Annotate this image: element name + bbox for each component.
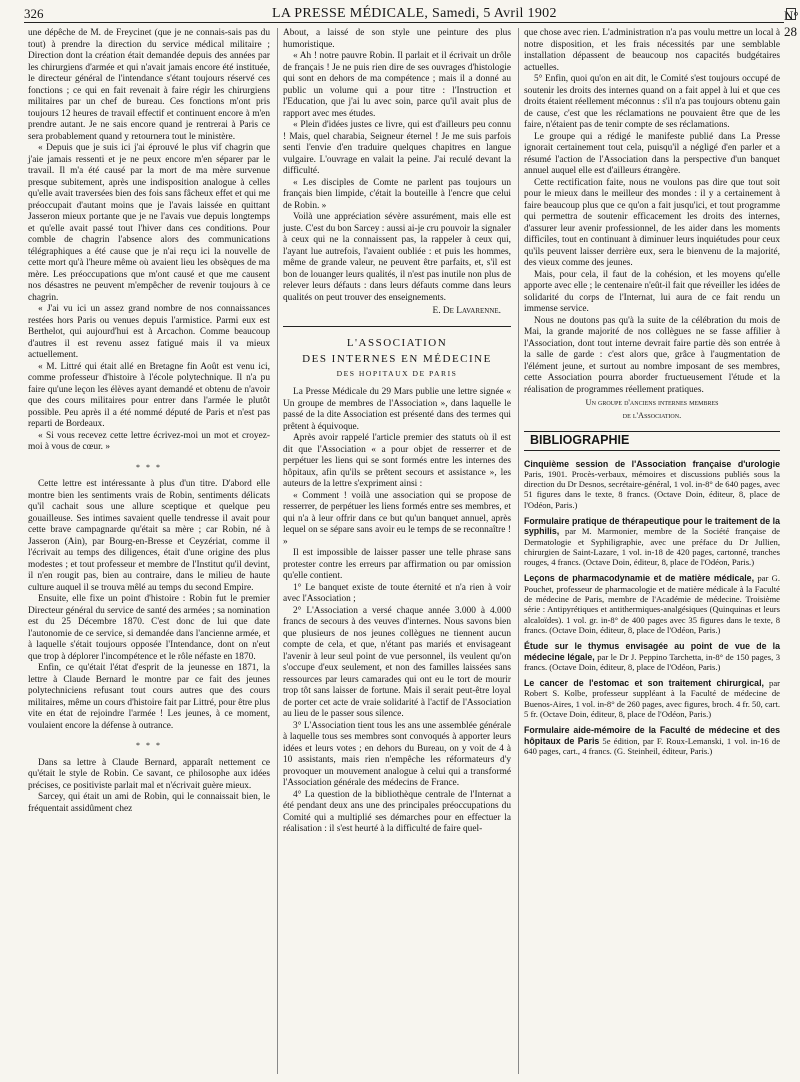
paragraph: Enfin, ce qu'était l'état d'esprit de la jeunesse en 1871, la lettre à Claude Bernard le montre par ce fait des jeunes polytechniciens refusant tout cours autres que des cours militaires, même un cours d'histoire fait par Littré, pour être plus vite en état de rejoindre l'armée ! Les jeunes, à ce moment, voulaient encore la défense à outrance.: [28, 663, 270, 731]
entry-details: par le Dr J. Peppino Tarchetta, in-8° de 150 pages, 3 francs. (Octave Doin, éditeur, 8, place de l'Odéon, Paris.): [524, 651, 780, 672]
entry-title: Le cancer de l'estomac et son traitement chirurgical,: [524, 678, 764, 689]
paragraph: 2° L'Association a versé chaque année 3.000 à 4.000 francs de secours à des veuves d'internes. Nous savons bien que plusieurs de nos jeunes collègues ne tiennent aucun compte de cela, et que, n'étant pas mariés et envisageant l'avenir à leur seul point de vue personnel, ils veulent qu'on s'occupe d'eux seulement, et non des familles laissées sans ressources par leurs camarades qui ont eu le tort de mourir trop tôt sans laisser de fortune. Mais il serait peut-être loyal de porter cet acte de vraie solidarité à l'actif de l'Association au lieu de le passer sous silence.: [283, 605, 511, 719]
paragraph: « Comment ! voilà une association qui se propose de resserrer, de perpétuer les liens formés entre ses membres, et qui n'a à leur offrir dans ce but qu'un banquet annuel, après lequel on se sépare sans avoir eu le temps de se reconnaître ! »: [283, 490, 511, 547]
bibliography-entry: [524, 516, 780, 567]
page-mark-icon: [786, 8, 796, 20]
masthead-title: LA PRESSE MÉDICALE, Samedi, 5 Avril 1902: [272, 6, 557, 21]
entry-title: Étude sur le thymus envisagée au point de vue de la médecine légale,: [524, 641, 780, 662]
header-rule: [24, 22, 784, 23]
paragraph: Voilà une appréciation sévère assurément, mais elle est juste. C'est du bon Sarcey : aussi ai-je cru pouvoir la signaler à ceux qui ne la connaissent pas, la rappeler à ceux qui, l'ayant lue autrefois, l'avaient oubliée : et puis les hommes, même de grande valeur, ne peuvent être parfaits, et, s'il est bon de louanger leurs qualités, il n'est pas inutile non plus de relever leurs défauts : dans leurs défauts comme dans leurs qualités on peut trouver des enseignements.: [283, 212, 511, 303]
entry-details: Paris, 1901. Procès-verbaux, mémoires et discussions publiés sous la direction du Dr Desnos, secrétaire-général, 1 vol. in-8° de 640 pages, avec 51 figures dans le texte, 8 francs. (Octave Doin, éditeur, 8, place de l'Odéon, Paris.): [524, 468, 780, 510]
paragraph: Sarcey, qui était un ami de Robin, qui le connaissait bien, le fréquentait assidûment chez: [28, 792, 270, 814]
section-separator: * * *: [136, 741, 162, 750]
column-3: [524, 28, 780, 762]
paragraph: Le groupe qui a rédigé le manifeste publié dans La Presse ignorait certainement tout cela, puisqu'il a négligé d'en parler et a résumé l'action de l'Association dans la perspective d'un banquet annuel auquel elle est d'ailleurs étrangère.: [524, 131, 780, 176]
paragraph: 1° Le banquet existe de toute éternité et n'a rien à voir avec l'Association ;: [283, 582, 511, 604]
bibliography-entry: [524, 641, 780, 672]
entry-details: par Robert S. Kolbe, professeur suppléant à la Faculté de médecine de Buenos-Aires, 1 vol. in-8° de 260 pages, avec figures, broch. 4 fr. 50, cart. 5 fr. (Octave Doin, éditeur, 8, place de l'Odéon, Paris.): [524, 678, 780, 720]
paragraph: Cette lettre est intéressante à plus d'un titre. D'abord elle montre bien les sentiments vrais de Robin, sentiments délicats qu'il cachait sous une allure sceptique et quelque peu gouailleuse. Ses intimes savaient quelle tendresse il avait pour cette brave campagnarde qu'était sa mère ; car Robin, né à Jasseron (Ain), par Bourg-en-Bresse et Ceyzériat, comme il l'écrivait au temps des diligences, était d'une origine des plus modestes ; et tout professeur et membre de l'Institut qu'il devint, il n'en rougit pas, bien au contraire, dans le milieu de haute culture auquel il se trouva mêlé au temps du second Empire.: [28, 479, 270, 593]
entry-title: Formulaire aide-mémoire de la Faculté de médecine et des hôpitaux de Paris: [524, 725, 780, 746]
bibliography-entry: [524, 459, 780, 510]
paragraph: « M. Littré qui était allé en Bretagne fin Août est venu ici, comme professeur d'histoire à l'école polytechnique. Il n'a pu faire qu'une leçon les élèves ayant demandé et obtenu de n'avoir que des cours militaires pour entrer dans l'armée le plutôt possible. Peu après il a été nommé député de Paris et n'est pas reparti de Bordeaux.: [28, 361, 270, 429]
page-number: 326: [24, 6, 44, 21]
column-divider: [277, 28, 278, 1074]
paragraph: La Presse Médicale du 29 Mars publie une lettre signée « Un groupe de membres de l'Association », dans laquelle le passé de la dite Association est présenté dans des termes qui prêtent à équivoque.: [283, 387, 511, 432]
paragraph: que chose avec rien. L'administration n'a pas voulu mettre un local à notre disposition, et les frais nécessités par une semblable installation dépassent de beaucoup nos capacités budgétaires actuelles.: [524, 28, 780, 73]
paragraph: 3° L'Association tient tous les ans une assemblée générale à laquelle tous ses membres sont convoqués à apporter leurs idées et leurs votes ; en dehors du Bureau, on y voit de 4 à 10 assistants, mais rien n'empêche les réformateurs d'y provoquer un mouvement analogue à celui qui a transformé l'Association générale des médecins de France.: [283, 720, 511, 788]
group-signature: Un groupe d'anciens internes membres: [585, 398, 719, 407]
bibliography-heading: BIBLIOGRAPHIE: [524, 431, 780, 451]
paragraph: « Si vous recevez cette lettre écrivez-moi un mot et croyez-moi à vous de cœur. »: [28, 430, 270, 452]
paragraph: « Les disciples de Comte ne parlent pas toujours un français bien limpide, c'était la bouteille à l'encre que celui de Robin. »: [283, 177, 511, 211]
section-rule: [283, 326, 511, 327]
bibliography-entry: [524, 573, 780, 635]
column-1: [28, 28, 270, 815]
section-title: DES INTERNES EN MÉDECINE: [302, 352, 492, 365]
bibliography-entry: [524, 725, 780, 756]
column-2: [283, 28, 511, 836]
entry-details: par M. Marmonier, membre de la Société française de Dermatologie et Syphiligraphie, avec une préface du Dr Jullien, chirurgien de Saint-Lazare, 1 vol. in-18 de 420 pages, cartonné, tranches rouges, 4 francs. (Octave Doin, éditeur, 8, place de l'Odéon, Paris.): [524, 526, 780, 568]
paragraph: « Plein d'idées justes ce livre, qui est d'ailleurs peu connu ! Mais, quel charabia, Seigneur éternel ! Je me suis parfois senti l'envie d'en traduire quelques chapitres en langue vulgaire. L'ouvrage en valait la peine. J'ai reculé devant la difficulté.: [283, 120, 511, 176]
entry-details: 5e édition, par F. Roux-Lemanski, 1 vol. in-16 de 640 pages, cart., 4 francs. (G. Steinheil, éditeur, Paris.): [524, 735, 781, 756]
paragraph: Après avoir rappelé l'article premier des statuts où il est dit que l'Association « a pour objet de resserrer et de perpétuer les liens qui se sont formés entre les internes des hôpitaux, afin qu'ils se prêtent secours et assistance », les auteurs de la lettre s'expriment ainsi :: [283, 433, 511, 489]
paragraph: « Ah ! notre pauvre Robin. Il parlait et il écrivait un drôle de français ! Je ne puis rien dire de ses ouvrages d'histologie qui sont en dehors de ma compétence ; mais il a donné au public un volume qui a pour titre : l'Instruction et l'Education, que j'ai lu avec soin, parce qu'il avait plus de rapport avec mes études.: [283, 51, 511, 119]
paragraph: About, a laissé de son style une peinture des plus humoristique.: [283, 28, 511, 50]
section-subtitle: DES HOPITAUX DE PARIS: [336, 368, 458, 378]
group-signature: de l'Association.: [622, 410, 682, 420]
column-divider: [518, 28, 519, 1074]
paragraph: Nous ne doutons pas qu'à la suite de la célébration du mois de Mai, la grande majorité de nos collègues ne se fasse affilier à l'Association, dont tout interne devrait faire partie dès son entrée à la salle de garde : c'est alors que, grâce à l'augmentation de l'élément jeune, et surtout au nombre imposant de ses membres, cette Association pourra aborder fructueusement l'étude et la réalisation de programmes réellement pratiques.: [524, 315, 780, 395]
paragraph: 5° Enfin, quoi qu'on en ait dit, le Comité s'est toujours occupé de soutenir les droits des internes quand on a fait appel à lui et que ces droits étaient réellement méconnus : s'il n'a pas toujours obtenu gain de cause, c'est que les réclamations ne pouvaient être que de les faire, n'étaient pas de tenir compte de ses réclamations.: [524, 74, 780, 130]
paragraph: Dans sa lettre à Claude Bernard, apparaît nettement ce qu'était le style de Robin. Ce savant, ce philosophe aux idées précises, ce positiviste parlait mal et n'écrivait guère mieux.: [28, 757, 270, 791]
entry-title: Cinquième session de l'Association française d'urologie: [524, 458, 780, 469]
entry-details: par G. Pouchet, professeur de pharmacologie et de matière médicale à la Faculté de médecine de Paris, membre de l'Académie de médecine. Troisième série : Antipyrétiques et antithermiques-analgésiques (Quinquinas et leurs alcaloïdes). 1 vol. gr. in-8° de 400 pages avec 35 figures dans le texte, 8 francs. (Octave Doin, éditeur, 8, place de l'Odéon, Paris.): [524, 573, 780, 635]
paragraph: 4° La question de la bibliothèque centrale de l'Internat a été pendant deux ans une des principales préoccupations du Comité qui a multiplié ses démarches pour en effectuer la réalisation : il s'est heurté à la difficulté de faire quel-: [283, 789, 511, 834]
paragraph: « Depuis que je suis ici j'ai éprouvé le plus vif chagrin que j'aie jamais ressenti et je ne peux encore m'en séparer par le travail. Il m'a été causé par la mort de ma mère survenue presque subitement, après une indisposition analogue à celles qu'elle avait traversées bien des fois sans fâcheux effet et qui me préoccupait d'autant moins que je l'avais laissée en quittant Jasseron mieux portante que je ne l'avais vue depuis longtemps et qu'elle avait passé tout l'hiver dans ces conditions. Pour comble de chagrin l'absence alors des communications télégraphiques a été cause que je n'ai reçu ici la nouvelle de cette mort qu'à l'heure même où avaient lieu les obsèques de ma mère. Les préoccupations que m'ont causé et que me causent nos désastres ne peuvent m'empêcher de revenir toujours à ce chagrin.: [28, 143, 270, 303]
paragraph: Mais, pour cela, il faut de la cohésion, et les moyens qu'elle apporte avec elle ; le centenaire n'eût-il fait que réveiller les idées de solidarité du corps de l'Internat, lui aura de ce fait rendu un immense service.: [524, 269, 780, 314]
section-separator: * * *: [136, 462, 162, 472]
entry-title: Leçons de pharmacodynamie et de matière médicale,: [524, 573, 755, 584]
paragraph: « J'ai vu ici un assez grand nombre de nos connaissances restées hors Paris ou venues depuis l'armistice. Parmi eux est Berthelot, qui aujourd'hui est à Arcachon. Comme beaucoup d'autres il est revenu assez fatigué mais il va mieux actuellement.: [28, 304, 270, 360]
bibliography-entry: [524, 678, 780, 719]
paragraph: Ensuite, elle fixe un point d'histoire : Robin fut le premier Directeur général du service de santé des armées ; sa nomination est du 25 Décembre 1870. C'est donc de lui que date l'autonomie de ce service, si demandée dans l'ancienne armée, et à laquelle s'était toujours opposée l'Intendance, dont on n'eut que trop à déplorer l'incompétence et le rôle néfaste en 1870.: [28, 594, 270, 662]
article-signature: E. De Lavarenne.: [432, 306, 501, 316]
paragraph: Il est impossible de laisser passer une telle phrase sans protester contre les erreurs par affirmation ou par omission qu'elle contient.: [283, 548, 511, 581]
paragraph: une dépêche de M. de Freycinet (que je ne connais-sais pas du tout) à prendre la direction du service médical militaire ; Direction dont la création était demandée depuis des années par les chirurgiens d'armée et qui n'avait jamais encore été instituée, le directeur général de l'intendance s'étant toujours réservé ces fonctions ; ce qui en fait revenait à faire régir les chirurgiens militaires par un chef de bureau. Ces fonctions m'ont pris toujours 12 heures de travail effectif et continuent encore à m'en prendre autant. Je ne sais encore quand je rentrerai à Paris ce sera probablement quand y retournera tout le ministère.: [28, 28, 270, 142]
entry-title: Formulaire pratique de thérapeutique pour le traitement de la syphilis,: [524, 515, 780, 537]
paragraph: Cette rectification faite, nous ne voulons pas dire que tout soit pour le mieux dans le meilleur des mondes : il y a certainement à faire beaucoup plus que ce qu'on a fait jusqu'ici, et tout programme qui permettra de soutenir efficacement les droits des internes, d'assurer leur avenir professionnel, de les aider dans les moments difficiles, tout en continuant à diminuer leurs inquiétudes pour ceux qu'ils peuvent laisser derrière eux, sera le bienvenu de la majorité, des vieux comme des jeunes.: [524, 177, 780, 268]
section-title: L'ASSOCIATION: [346, 336, 448, 349]
issue-label: N° 28: [784, 8, 799, 39]
